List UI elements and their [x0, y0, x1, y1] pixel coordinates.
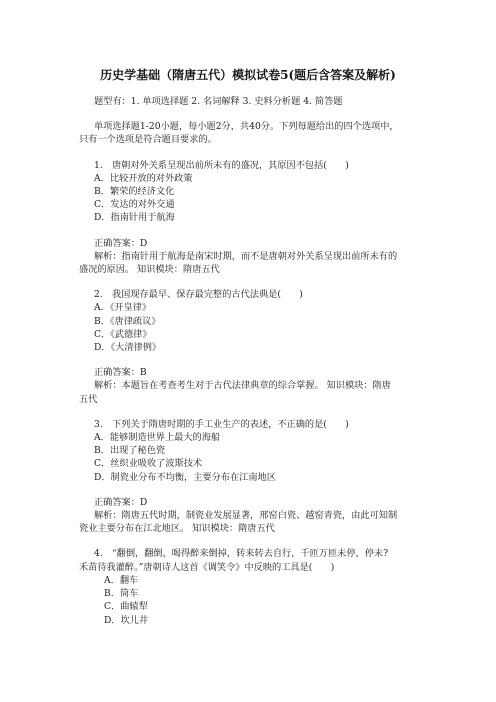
analysis-line: 盛况的原因。 知识模块：隋唐五代 [79, 264, 220, 276]
analysis-line: 解析：本题旨在考查考生对于古代法律典章的综合掌握。 知识模块：隋唐 [94, 380, 391, 392]
answer: 正确答案：B [94, 367, 147, 379]
document-title: 历史学基础（隋唐五代）模拟试卷5(题后含答案及解析) [100, 68, 396, 82]
question-stem: 3. 下列关于隋唐时期的手工业生产的表述，不正确的是( ) [94, 418, 349, 430]
answer: 正确答案：D [94, 496, 148, 508]
question-stem: 4. “翻倒，翻倒，喝得醉来倒掉，转来转去自行，千匝万匝未停，停未? [94, 548, 389, 560]
option-b: B．繁荣的经济文化 [94, 186, 175, 198]
question-stem-cont: 禾苗待我灌醉。”唐朝诗人这首《调笑令》中反映的工具是( ) [79, 561, 335, 573]
option-d: D．《大清律例》 [94, 342, 162, 354]
question-types: 题型有：1. 单项选择题 2. 名词解释 3. 史料分析题 4. 简答题 [94, 96, 343, 107]
option-b: B．出现了秘色瓷 [94, 445, 166, 457]
option-d: D．坎儿井 [104, 614, 149, 626]
option-a: A．能够制造世界上最大的海船 [94, 432, 221, 444]
section-intro-line: 单项选择题1-20小题，每小题2分，共40分。下列每题给出的四个选项中， [94, 121, 399, 133]
answer: 正确答案：D [94, 237, 148, 249]
option-a: A．翻车 [104, 574, 139, 586]
option-c: C．丝织业吸收了波斯技术 [94, 458, 203, 470]
option-b: B．筒车 [104, 588, 139, 600]
question-2 [79, 288, 414, 406]
analysis-line: 瓷业主要分布在江北地区。 知识模块：隋唐五代 [79, 523, 275, 535]
option-a: A．比较开放的对外政策 [94, 172, 193, 184]
option-d: D．指南针用于航海 [94, 212, 175, 224]
option-c: C．《武德律》 [94, 328, 152, 340]
option-c: C．发达的对外交通 [94, 199, 175, 211]
question-stem: 2. 我国现存最早、保存最完整的古代法典是( ) [94, 289, 303, 301]
question-stem: 1. 唐朝对外关系呈现出前所未有的盛况，其原因不包括( ) [94, 159, 349, 171]
option-b: B．《唐律疏议》 [94, 315, 161, 327]
question-3 [79, 418, 414, 536]
document-body [79, 95, 414, 627]
analysis-line: 五代 [79, 393, 98, 405]
option-d: D．制瓷业分布不均衡，主要分布在江南地区 [94, 471, 276, 483]
question-4 [79, 547, 414, 626]
section-intro-line: 只有一个选项是符合题目要求的。 [79, 134, 217, 146]
question-1 [79, 159, 414, 277]
option-a: A．《开皇律》 [94, 302, 152, 314]
option-c: C．曲辕犁 [104, 601, 148, 613]
analysis-line: 解析：隋唐五代时期，制瓷业发展显著，邢窑白瓷、越窑青瓷，由此可知制 [94, 510, 398, 522]
analysis-line: 解析：指南针用于航海是南宋时期，而不是唐朝对外关系呈现出前所未有的 [94, 250, 398, 262]
